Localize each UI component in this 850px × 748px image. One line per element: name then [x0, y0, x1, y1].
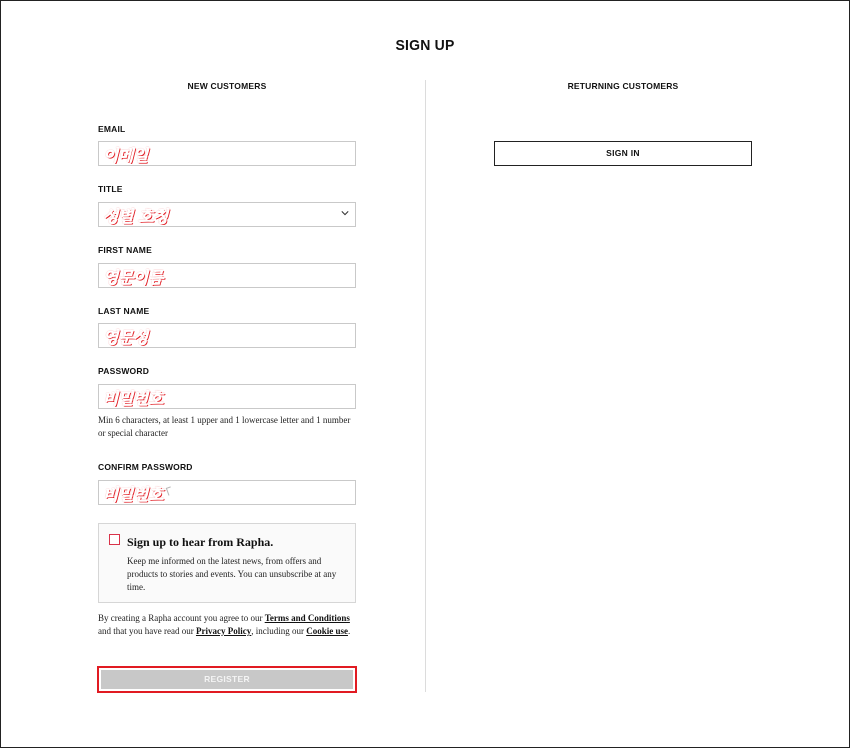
cookie-use-link[interactable]: Cookie use	[306, 626, 348, 636]
terms-middle2: , including our	[251, 626, 304, 636]
password-value: 비밀번호	[103, 389, 163, 408]
confirm-password-field[interactable]	[98, 480, 356, 505]
confirm-password-label: CONFIRM PASSWORD	[98, 462, 193, 472]
password-field[interactable]	[98, 384, 356, 409]
register-label: REGISTER	[101, 670, 353, 689]
newsletter-checkbox[interactable]	[109, 534, 120, 545]
first-name-field[interactable]	[98, 263, 356, 288]
last-name-field[interactable]	[98, 323, 356, 348]
last-name-label: LAST NAME	[98, 306, 150, 316]
title-value: 성별 호칭	[103, 207, 168, 226]
page-title: SIGN UP	[395, 36, 455, 54]
newsletter-optin-box	[98, 523, 356, 603]
terms-suffix: .	[347, 626, 351, 636]
email-label: EMAIL	[98, 124, 126, 134]
column-divider	[425, 80, 426, 692]
terms-prefix: By creating a Rapha account you agree to our	[98, 613, 263, 623]
email-field[interactable]	[98, 141, 356, 166]
privacy-policy-link[interactable]: Privacy Policy	[195, 626, 252, 636]
confirm-password-value: 비밀번호	[103, 485, 163, 504]
first-name-value: 영문이름	[103, 268, 163, 287]
last-name-value: 영문성	[103, 328, 148, 347]
new-customers-heading: NEW CUSTOMERS	[187, 81, 267, 91]
terms-middle: and that you have read our	[98, 626, 194, 636]
title-select[interactable]	[98, 202, 356, 227]
chevron-down-icon	[341, 209, 349, 217]
optin-body: Keep me informed on the latest news, from offers and products to stories and events. You can unsubscribe at any time.	[127, 556, 337, 592]
terms-and-conditions-link[interactable]: Terms and Conditions	[264, 613, 350, 623]
first-name-label: FIRST NAME	[98, 245, 152, 255]
password-hint: Min 6 characters, at least 1 upper and 1 lowercase letter and 1 number or special character	[98, 415, 351, 438]
sign-in-button[interactable]: SIGN IN	[494, 141, 752, 166]
password-label: PASSWORD	[98, 366, 150, 376]
register-button[interactable]	[97, 666, 357, 693]
title-label: TITLE	[98, 184, 123, 194]
returning-customers-heading: RETURNING CUSTOMERS	[567, 81, 679, 91]
terms-text	[98, 612, 368, 638]
optin-title: Sign up to hear from Rapha.	[127, 535, 274, 549]
email-value: 이메일	[103, 146, 148, 165]
